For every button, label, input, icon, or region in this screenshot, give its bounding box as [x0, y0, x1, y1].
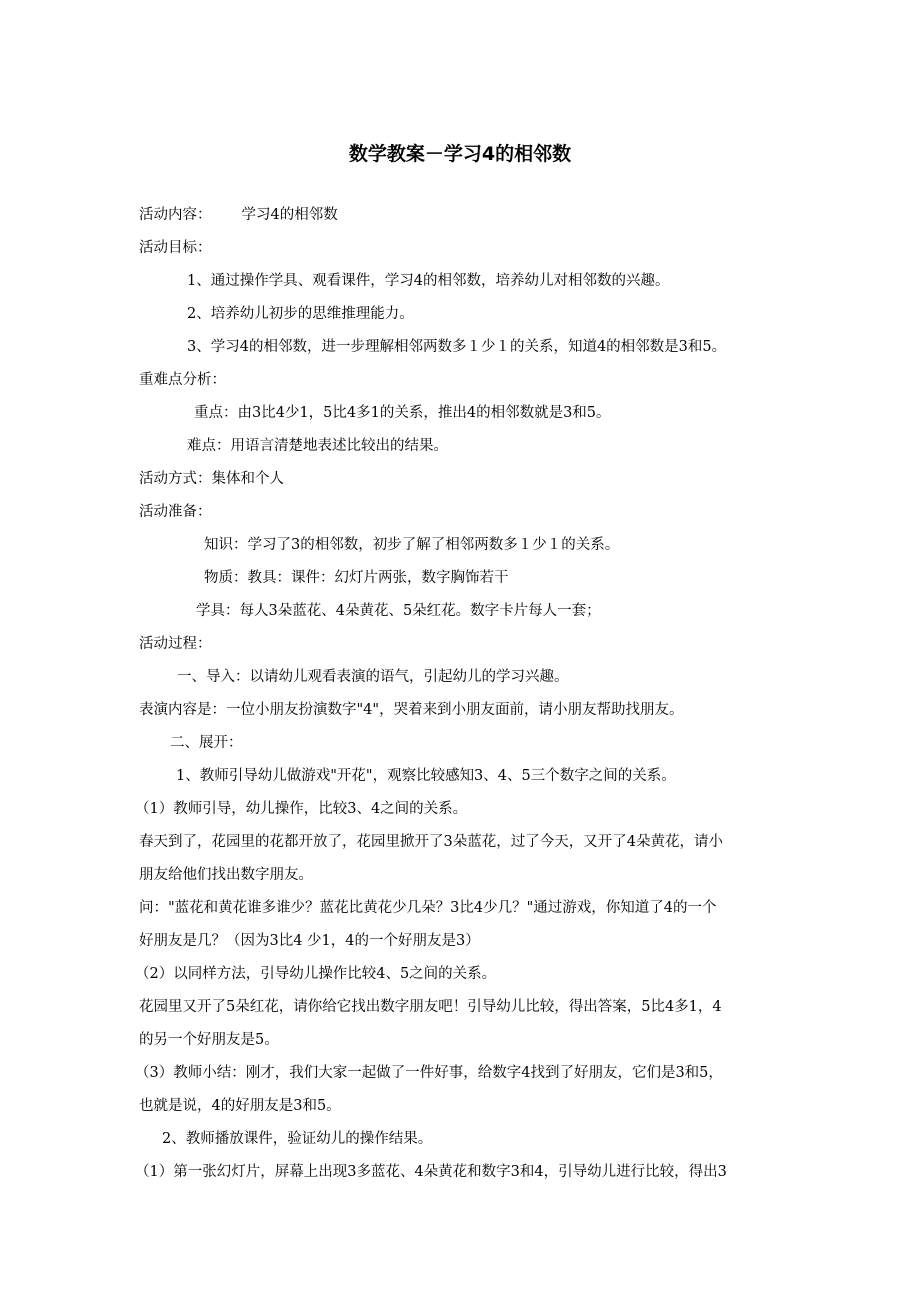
activity-content-line — [139, 205, 338, 225]
paragraph-line: （1）教师引导，幼儿操作，比较3、4之间的关系。 — [135, 801, 468, 817]
paragraph-line: 的另一个好朋友是5。 — [139, 1032, 279, 1048]
paragraph-line: 重点：由3比4少1，5比4多1的关系，推出4的相邻数就是3和5。 — [194, 405, 611, 421]
paragraph-line: 表演内容是：一位小朋友扮演数字"4"，哭着来到小朋友面前，请小朋友帮助找朋友。 — [139, 702, 684, 718]
paragraph-line: 春天到了，花园里的花都开放了，花园里掀开了3朵蓝花，过了今天，又开了4朵黄花，请小 — [139, 834, 723, 850]
paragraph-line: 物质：教具：课件：幻灯片两张，数字胸饰若干 — [204, 570, 509, 586]
section-heading: 活动过程： — [139, 636, 212, 652]
paragraph-line: 朋友给他们找出数字朋友。 — [139, 867, 313, 883]
paragraph-line: 好朋友是几？（因为3比4 少1，4的一个好朋友是3） — [139, 933, 480, 949]
section-heading: 重难点分析： — [139, 372, 226, 388]
paragraph-line: 知识：学习了3的相邻数，初步了解了相邻两数多１少１的关系。 — [204, 537, 620, 553]
paragraph-line: （2）以同样方法，引导幼儿操作比较4、5之间的关系。 — [135, 966, 497, 982]
paragraph-line: 一、导入：以请幼儿观看表演的语气，引起幼儿的学习兴趣。 — [177, 669, 569, 685]
goal-item: 1、通过操作学具、观看课件，学习4的相邻数，培养幼儿对相邻数的兴趣。 — [187, 273, 670, 289]
section-heading: 活动准备： — [139, 504, 212, 520]
paragraph-line: 难点：用语言清楚地表述比较出的结果。 — [187, 438, 448, 454]
document-title: 数学教案－学习4的相邻数 — [348, 143, 572, 165]
paragraph-line: 也就是说，4的好朋友是3和5。 — [139, 1098, 341, 1114]
activity-content-label: 活动内容： — [139, 207, 212, 223]
paragraph-line: 2、教师播放课件，验证幼儿的操作结果。 — [162, 1131, 433, 1147]
paragraph-line: 花园里又开了5朵红花，请你给它找出数字朋友吧！引导幼儿比较，得出答案，5比4多1，4 — [139, 999, 722, 1015]
paragraph-line: （3）教师小结：刚才，我们大家一起做了一件好事，给数字4找到了好朋友，它们是3和5， — [135, 1065, 723, 1081]
activity-content-value: 学习4的相邻数 — [241, 207, 338, 223]
paragraph-line: 二、展开： — [170, 735, 243, 751]
section-heading: 活动方式：集体和个人 — [139, 471, 284, 487]
paragraph-line: （1）第一张幻灯片，屏幕上出现3多蓝花、4朵黄花和数字3和4，引导幼儿进行比较，得出3 — [135, 1164, 727, 1180]
goal-item: 2、培养幼儿初步的思维推理能力。 — [187, 306, 414, 322]
goal-item: 3、学习4的相邻数，进一步理解相邻两数多１少１的关系，知道4的相邻数是3和5。 — [187, 339, 727, 355]
paragraph-line: 学具：每人3朵蓝花、4朵黄花、5朵红花。数字卡片每人一套； — [196, 603, 601, 619]
section-heading: 活动目标： — [139, 240, 212, 256]
paragraph-line: 1、教师引导幼儿做游戏"开花"，观察比较感知3、4、5三个数字之间的关系。 — [176, 768, 676, 784]
paragraph-line: 问："蓝花和黄花谁多谁少？蓝花比黄花少几朵？3比4少几？"通过游戏，你知道了4的一个 — [139, 900, 717, 916]
